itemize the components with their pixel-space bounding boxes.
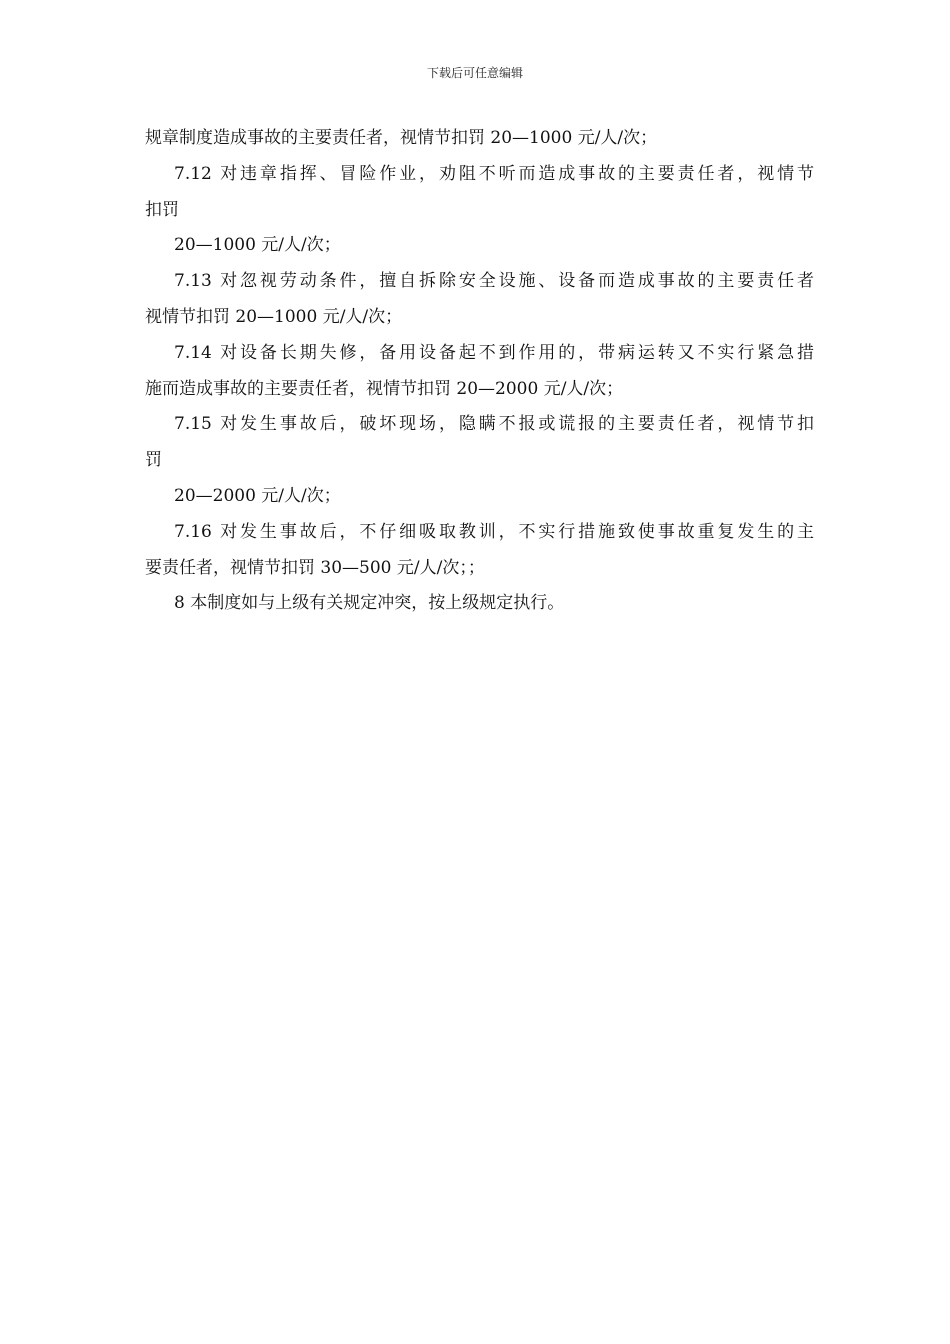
body-line: 20—2000 元/人/次； — [174, 486, 341, 506]
clause-7-13-line: 7.13 对忽视劳动条件，擅自拆除安全设施、设备而造成事故的主要责任者 — [174, 271, 814, 291]
clause-7-16-line: 7.16 对发生事故后，不仔细吸取教训，不实行措施致使事故重复发生的主 — [174, 522, 814, 542]
clause-8-line: 8 本制度如与上级有关规定冲突，按上级规定执行。 — [174, 593, 565, 613]
body-line: 规章制度造成事故的主要责任者，视情节扣罚 20—1000 元/人/次； — [145, 128, 658, 148]
body-line: 扣罚 — [145, 200, 179, 220]
clause-7-15-line: 7.15 对发生事故后，破坏现场，隐瞒不报或谎报的主要责任者，视情节扣 — [174, 414, 814, 434]
page-header-note: 下载后可任意编辑 — [426, 66, 523, 80]
body-line: 视情节扣罚 20—1000 元/人/次； — [145, 307, 403, 327]
body-line: 要责任者，视情节扣罚 30—500 元/人/次；； — [145, 558, 485, 578]
clause-7-12-line: 7.12 对违章指挥、冒险作业，劝阻不听而造成事故的主要责任者，视情节 — [174, 164, 814, 184]
body-line: 施而造成事故的主要责任者，视情节扣罚 20—2000 元/人/次； — [145, 379, 624, 399]
body-line: 罚 — [145, 450, 162, 470]
clause-7-14-line: 7.14 对设备长期失修，备用设备起不到作用的，带病运转又不实行紧急措 — [174, 343, 814, 363]
body-line: 20—1000 元/人/次； — [174, 235, 341, 255]
